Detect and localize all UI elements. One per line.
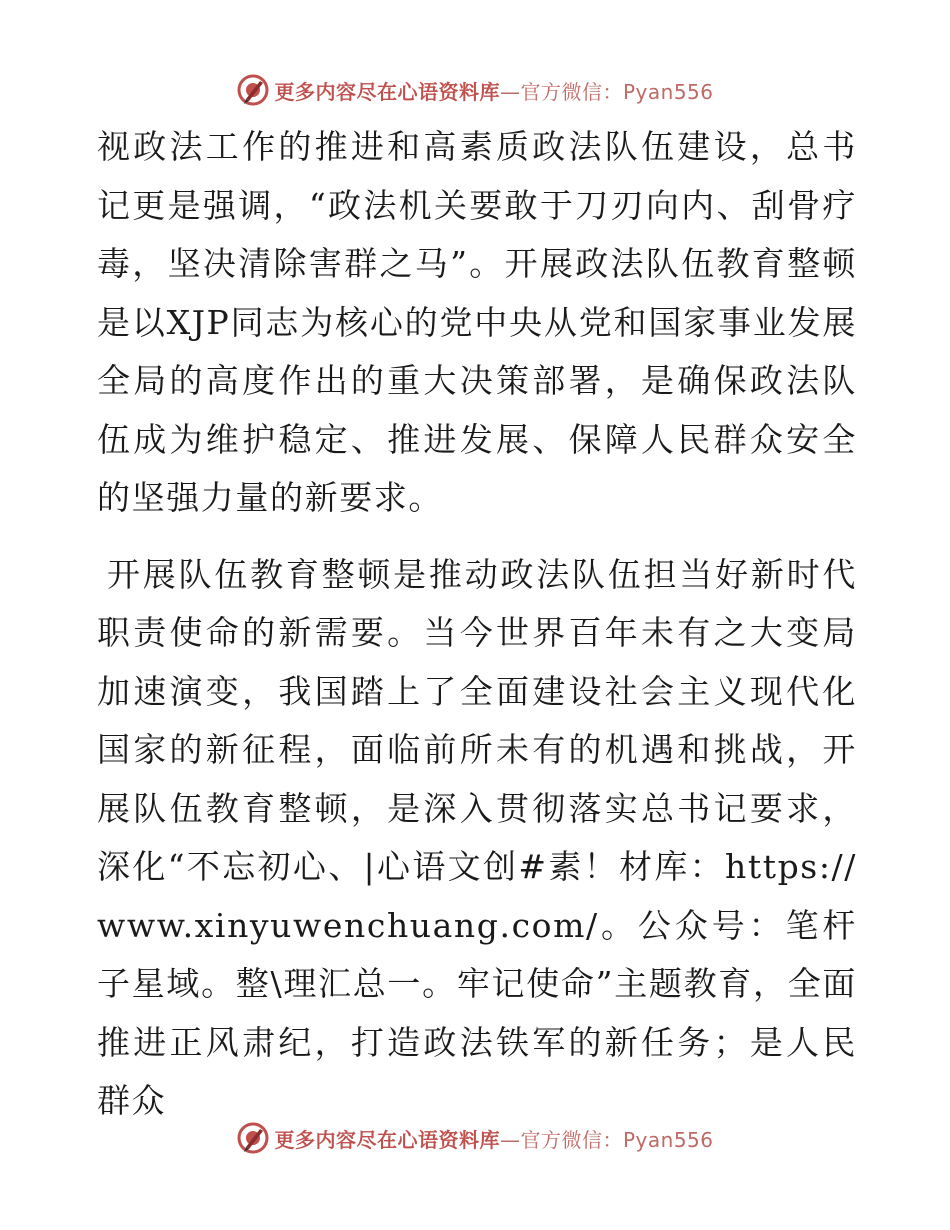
paragraph-2: 开展队伍教育整顿是推动政法队伍担当好新时代职责使命的新需要。当今世界百年未有之大变局加速演变，我国踏上了全面建设社会主义现代化国家的新征程，面临前所未有的机遇和挑战，开展队伍教育整顿，是深入贯彻落实总书记要求，深化“不忘初心、|心语文创#素！材库：https://www.xinyuwenchuang.com/。公众号：笔杆子星域。整\理汇总一。牢记使命”主题教育，全面推进正风肃纪，打造政法铁军的新任务；是人民群众 <box>97 554 857 1120</box>
header-separator: — <box>499 79 521 104</box>
pen-logo-icon <box>236 73 270 107</box>
footer-banner <box>0 1118 950 1158</box>
footer-wechat-label: 官方微信： <box>520 1127 623 1152</box>
header-text <box>274 76 713 105</box>
header-wechat-id: Pyan556 <box>622 79 714 104</box>
header-wechat-label: 官方微信： <box>520 79 623 104</box>
pen-logo-icon <box>236 1121 270 1155</box>
footer-wechat-id: Pyan556 <box>622 1127 714 1152</box>
header-site-text: 更多内容尽在心语资料库 <box>274 79 500 104</box>
footer-site-text: 更多内容尽在心语资料库 <box>274 1127 500 1152</box>
footer-separator: — <box>499 1127 521 1152</box>
paragraph-1: 视政法工作的推进和高素质政法队伍建设，总书记更是强调，“政法机关要敢于刀刃向内、刮骨疗毒，坚决清除害群之马”。开展政法队伍教育整顿是以XJP同志为核心的党中央从党和国家事业发展全局的高度作出的重大决策部署，是确保政法队伍成为维护稳定、推进发展、保障人民群众安全的坚强力量的新要求。 <box>97 127 857 517</box>
footer-text <box>274 1124 713 1153</box>
document-body <box>97 118 857 1131</box>
header-banner <box>0 70 950 110</box>
